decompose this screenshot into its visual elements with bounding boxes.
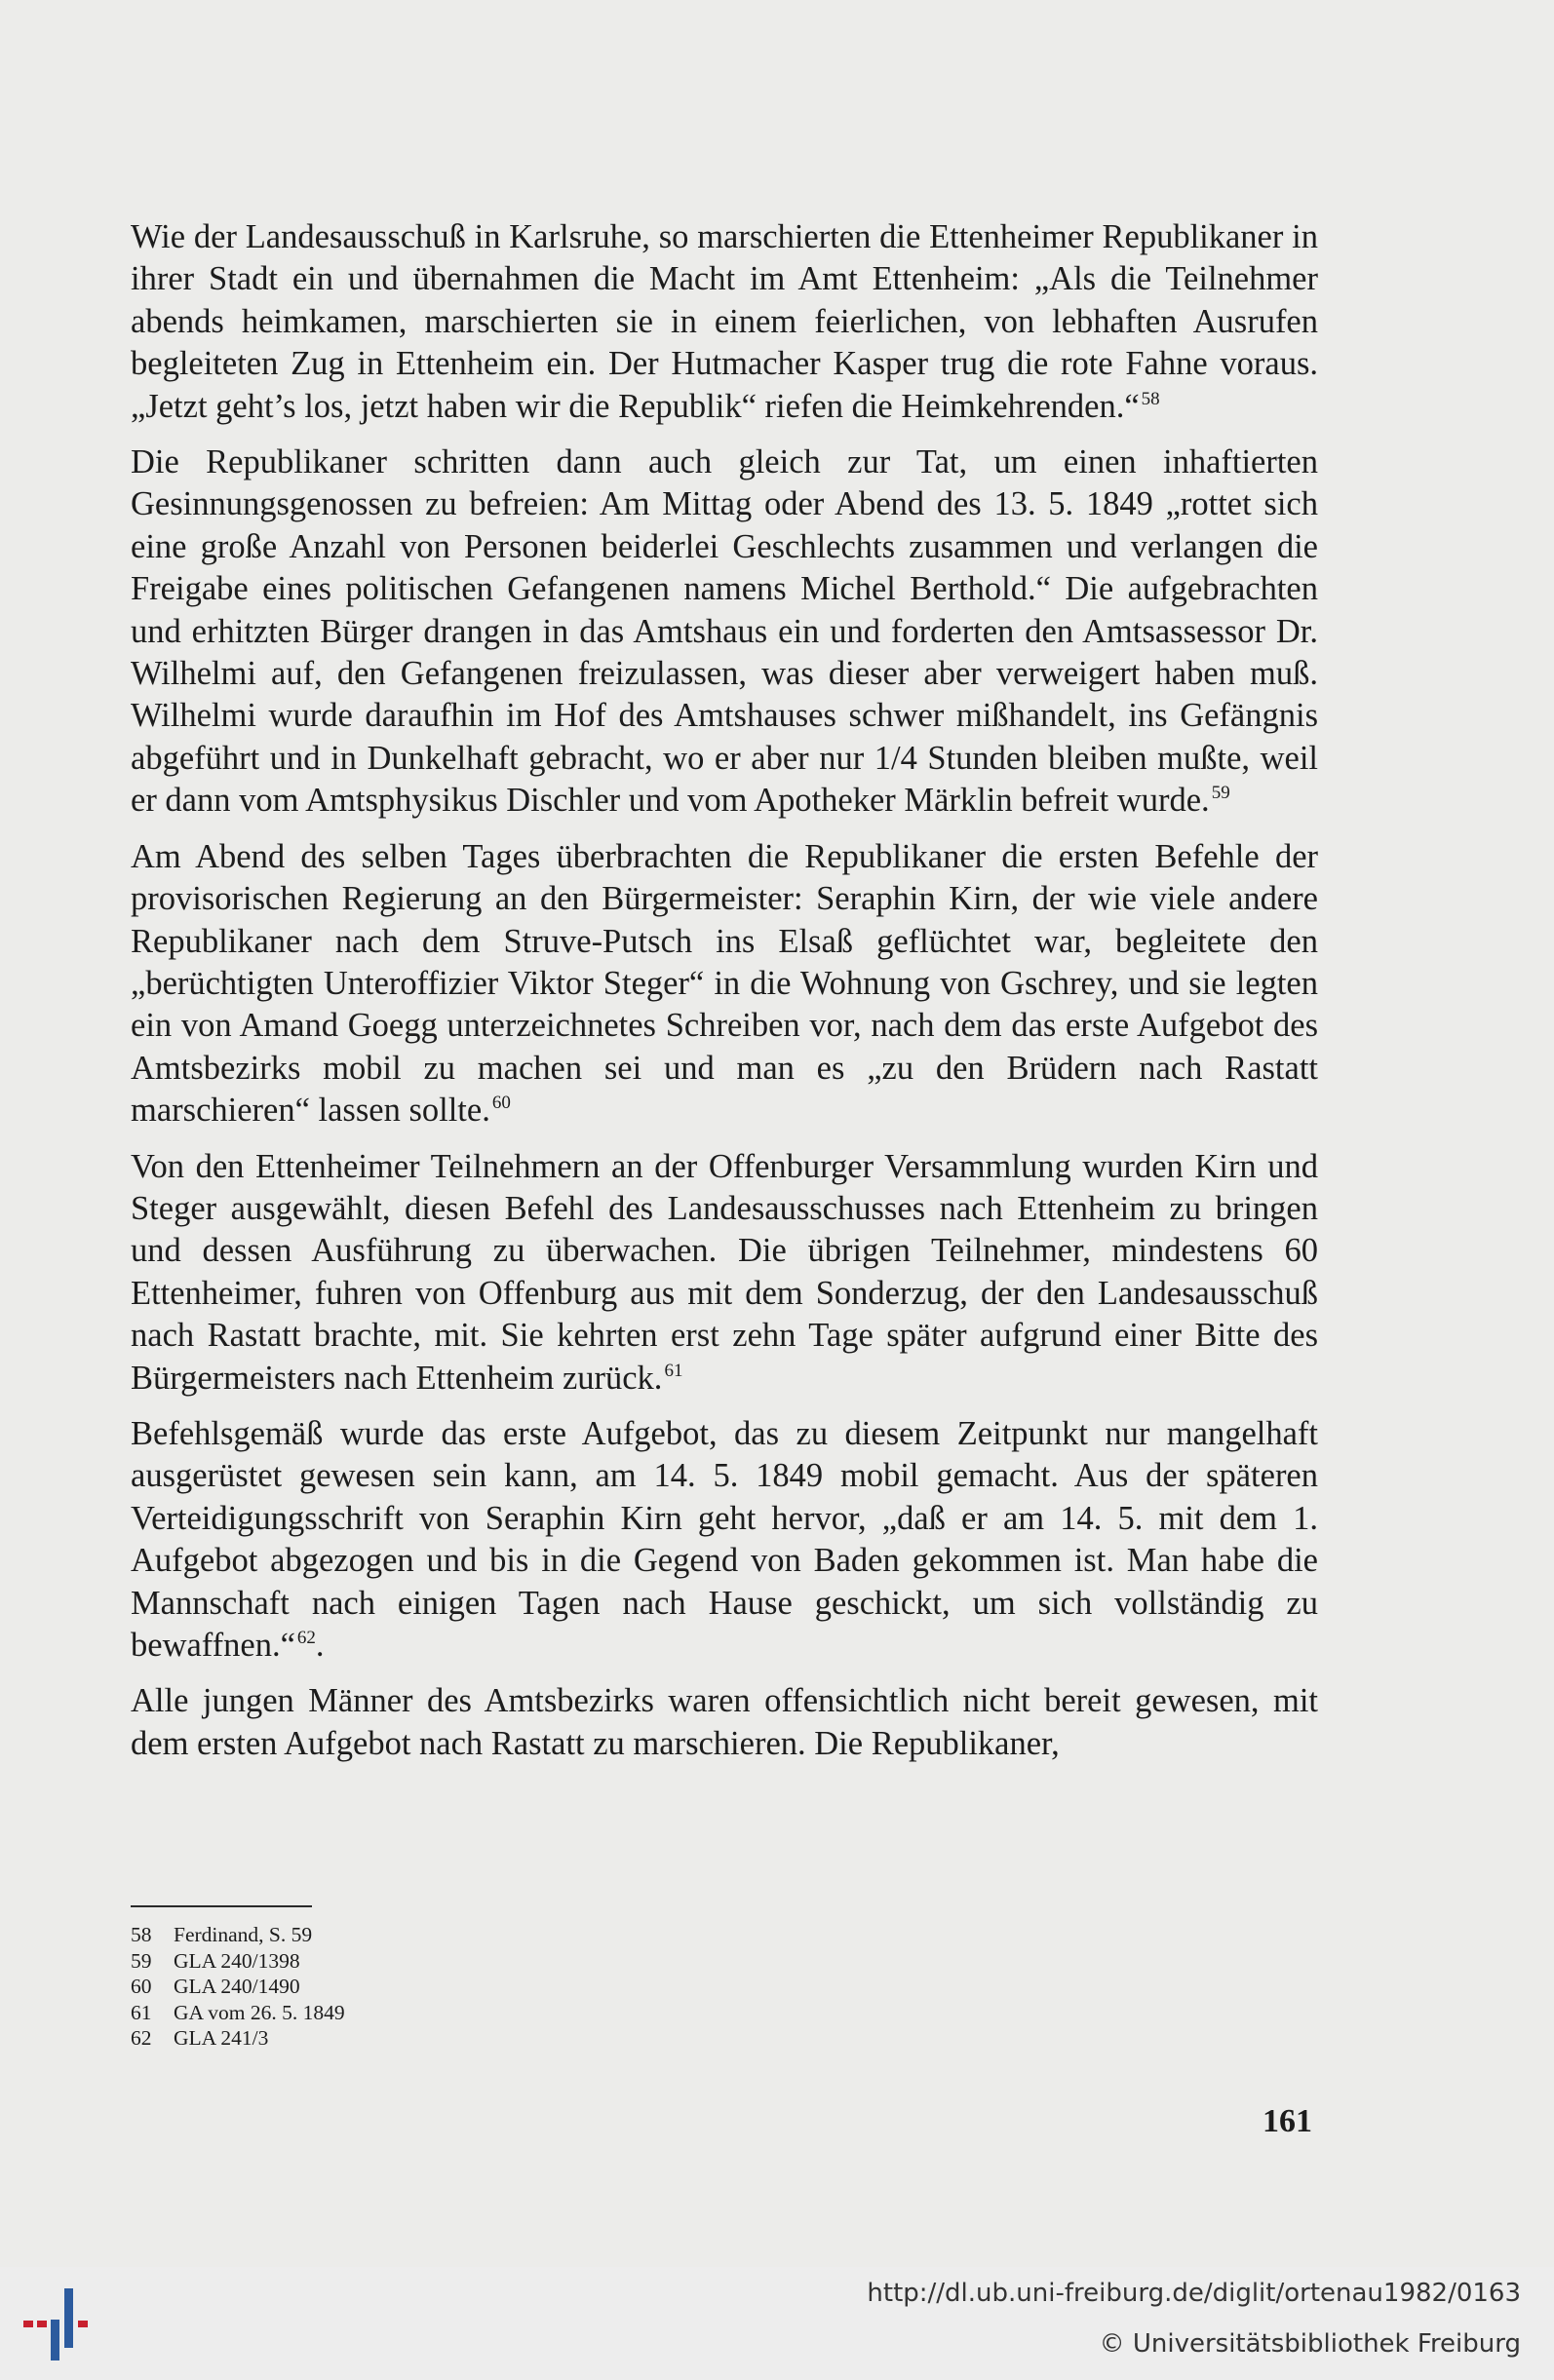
- footnote-text: GLA 240/1398: [174, 1948, 300, 1973]
- footnote-ref-58[interactable]: 58: [1141, 388, 1160, 409]
- footnote-61: [131, 2000, 345, 2026]
- footnote-ref-61[interactable]: 61: [664, 1360, 683, 1381]
- footer-bar: [0, 2267, 1554, 2380]
- paragraph-4: Von den Ettenheimer Teilnehmern an der Offenburger Versammlung wurden Kirn und Steger ausgewählt, diesen Befehl des Landesausschusses nach Ettenheim zu bringen und dessen Ausführung zu überwachen. Die übrigen Teilnehmer, mindestens 60 Ettenheimer, fuhren von Offenburg aus mit dem Sonderzug, der den Landesausschuß nach Rastatt brachte, mit. Sie kehrten erst zehn Tage später aufgrund einer Bitte des Bürgermeisters nach Ettenheim zurück. $^{61}$: [131, 1147, 1318, 1397]
- source-url-link[interactable]: http://dl.ub.uni-freiburg.de/diglit/ortenau1982/0163: [867, 2279, 1521, 2308]
- paragraph-1: Wie der Landesausschuß in Karlsruhe, so marschierten die Ettenheimer Republikaner in ihrer Stadt ein und übernahmen die Macht im Amt Ettenheim: „Als die Teilnehmer abends heimkamen, marschierten sie in einem feierlichen, von lebhaften Ausrufen begleiteten Zug in Ettenheim ein. Der Hutmacher Kasper trug die rote Fahne voraus. „Jetzt geht’s los, jetzt haben wir die Republik“ riefen die Heimkehrenden.“ $^{58}$: [131, 218, 1318, 425]
- body-text: [131, 216, 1318, 1765]
- paragraph-3: Am Abend des selben Tages überbrachten die Republikaner die ersten Befehle der provisorischen Regierung an den Bürgermeister: Seraphin Kirn, der wie viele andere Republikaner nach dem Struve-Putsch ins Elsaß geflüchtet war, begleitete den „berüchtigten Unteroffizier Viktor Steger“ in die Wohnung von Gschrey, und sie legten ein von Amand Goegg unterzeichnetes Schreiben vor, nach dem das erste Aufgebot des Amtsbezirks mobil zu machen sei und man es „zu den Brüdern nach Rastatt marschieren“ lassen sollte. $^{60}$: [131, 837, 1318, 1130]
- footnote-text: GLA 240/1490: [174, 1975, 300, 1999]
- footnotes: [131, 1922, 345, 2052]
- footnote-number: 59: [131, 1948, 152, 1973]
- copyright-notice: © Universitätsbibliothek Freiburg: [1099, 2329, 1521, 2359]
- footnote-ref-62[interactable]: 62: [296, 1628, 316, 1648]
- footnote-59: [131, 1948, 345, 1975]
- footnote-separator: [131, 1905, 312, 1907]
- footnote-text: Ferdinand, S. 59: [174, 1923, 313, 1946]
- footnote-number: 58: [131, 1923, 152, 1946]
- footnote-ref-60[interactable]: 60: [491, 1093, 511, 1114]
- footnote-58: [131, 1922, 345, 1948]
- paragraph-6: Alle jungen Männer des Amtsbezirks waren offensichtlich nicht bereit gewesen, mit dem ersten Aufgebot nach Rastatt zu marschieren. Die Republikaner,: [131, 1682, 1318, 1762]
- paragraph-2: Die Republikaner schritten dann auch gleich zur Tat, um einen inhaftierten Gesinnungsgenossen zu befreien: Am Mittag oder Abend des 13. 5. 1849 „rottet sich eine große Anzahl von Personen beiderlei Geschlechts zusammen und verlangen die Freigabe eines politischen Gefangenen namens Michel Berthold.“ Die aufgebrachten und erhitzten Bürger drangen in das Amtshaus ein und forderten den Amtsassessor Dr. Wilhelmi auf, den Gefangenen freizulassen, was dieser aber verweigert haben muß. Wilhelmi wurde daraufhin im Hof des Amtshauses schwer mißhandelt, ins Gefängnis abgeführt und in Dunkelhaft gebracht, wo er aber nur 1/4 Stunden bleiben mußte, weil er dann vom Amtsphysikus Dischler und vom Apotheker Märklin befreit wurde. $^{59}$: [131, 443, 1318, 820]
- footnote-60: [131, 1974, 345, 2000]
- footnote-text: GA vom 26. 5. 1849: [174, 2000, 345, 2024]
- footnote-number: 61: [131, 2000, 152, 2024]
- paragraph-5: Befehlsgemäß wurde das erste Aufgebot, das zu diesem Zeitpunkt nur mangelhaft ausgerüstet gewesen sein kann, am 14. 5. 1849 mobil gemacht. Aus der späteren Verteidigungsschrift von Seraphin Kirn geht hervor, „daß er am 14. 5. mit dem 1. Aufgebot abgezogen und bis in die Gegend von Baden gekommen ist. Man habe die Mannschaft nach einigen Tagen nach Hause geschickt, um sich vollständig zu bewaffnen.“ $^{62}$.: [131, 1414, 1318, 1664]
- page-number: 161: [1263, 2103, 1312, 2139]
- footnote-text: GLA 241/3: [174, 2026, 269, 2051]
- footnote-ref-59[interactable]: 59: [1211, 783, 1230, 804]
- footnote-number: 60: [131, 1975, 152, 1999]
- footnote-number: 62: [131, 2026, 152, 2051]
- footnote-62: [131, 2025, 345, 2052]
- ub-freiburg-logo-icon[interactable]: [23, 2288, 94, 2361]
